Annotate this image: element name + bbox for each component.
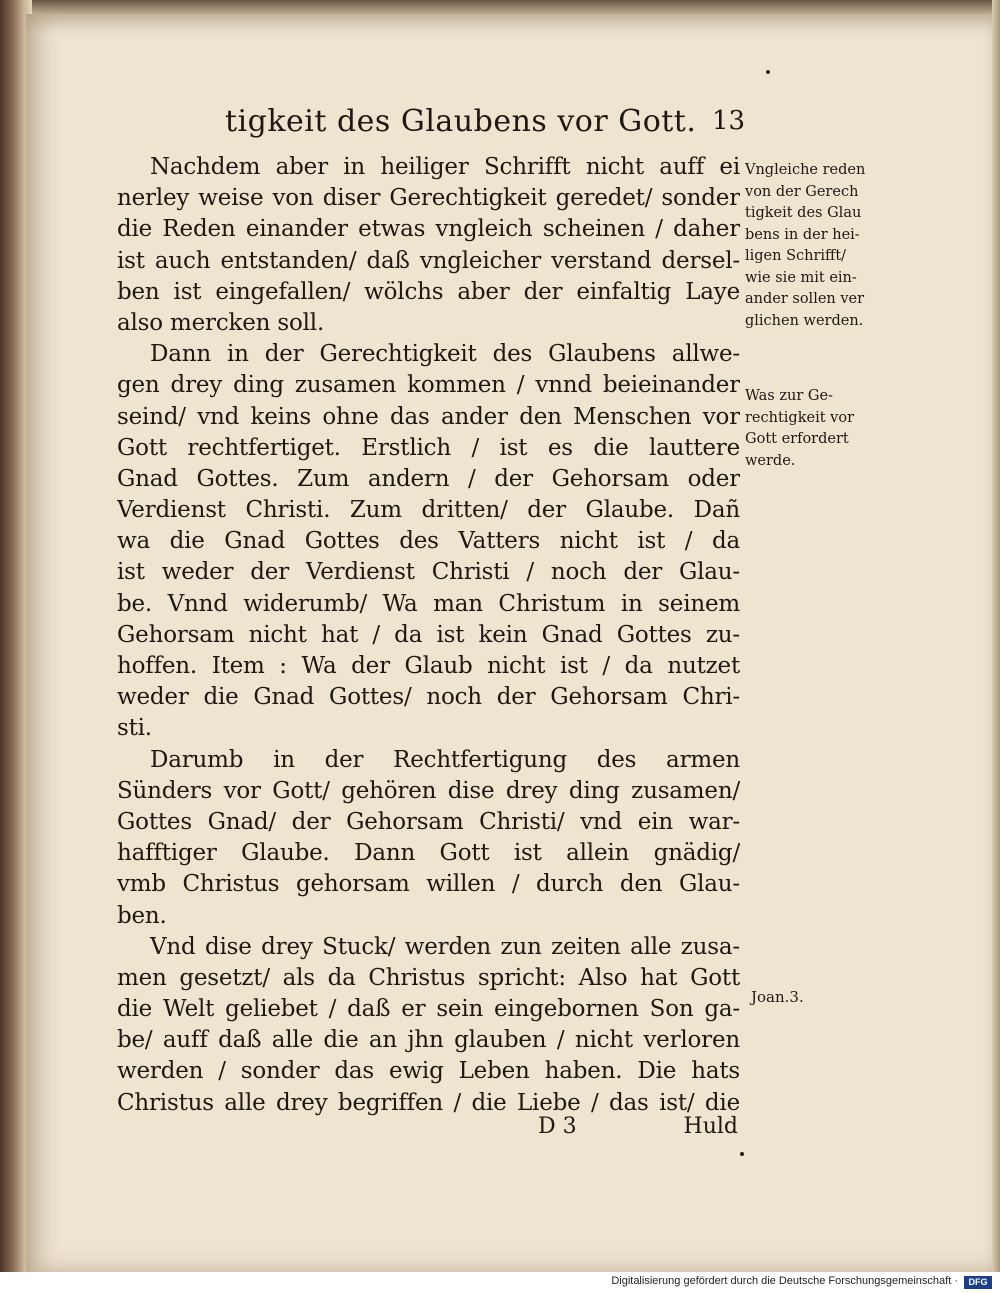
text-line: ist auch entstanden/ daß vngleicher verstand dersel- bbox=[117, 247, 740, 274]
text-line: nerley weise von diser Gerechtigkeit geredet/ sonder bbox=[117, 185, 740, 212]
text-line: gen drey ding zusamen kommen / vnnd beieinander bbox=[117, 372, 740, 399]
page-right-edge bbox=[992, 0, 1000, 1272]
text-line: sti. bbox=[117, 715, 152, 742]
text-line: Gnad Gottes. Zum andern / der Gehorsam oder bbox=[117, 465, 740, 492]
margin-note-line: Was zur Ge- bbox=[745, 388, 833, 404]
text-line: wa die Gnad Gottes des Vatters nicht ist / da bbox=[117, 528, 740, 555]
margin-note-line: bens in der hei- bbox=[745, 226, 860, 243]
text-line: Gott rechtfertiget. Erstlich / ist es die lauttere bbox=[117, 434, 740, 461]
running-head: tigkeit des Glaubens vor Gott. bbox=[225, 104, 697, 139]
ink-speck bbox=[766, 70, 770, 74]
text-line: Sünders vor Gott/ gehören dise drey ding zusamen/ bbox=[117, 777, 740, 804]
text-line: hafftiger Glaube. Dann Gott ist allein gnädig/ bbox=[117, 840, 740, 867]
text-line: Vnd dise drey Stuck/ werden zun zeiten alle zusa- bbox=[150, 933, 740, 960]
ink-speck bbox=[740, 1152, 744, 1156]
text-line: ben. bbox=[117, 902, 167, 929]
dfg-logo: DFG bbox=[964, 1276, 992, 1289]
margin-note-unequal-speech bbox=[745, 160, 910, 332]
text-line: Gehorsam nicht hat / da ist kein Gnad Gottes zu- bbox=[117, 621, 740, 648]
text-line: Dann in der Gerechtigkeit des Glaubens allwe- bbox=[150, 341, 740, 368]
margin-note-bible-reference: Joan.3. bbox=[751, 988, 804, 1006]
text-line: vmb Christus gehorsam willen / durch den Glau- bbox=[117, 871, 740, 898]
text-line: Darumb in der Rechtfertigung des armen bbox=[150, 746, 740, 773]
margin-note-line: wie sie mit ein- bbox=[745, 269, 857, 286]
text-line: be/ auff daß alle die an jhn glauben / nicht verloren bbox=[117, 1027, 740, 1054]
margin-note-line: Vngleiche reden bbox=[745, 162, 866, 178]
margin-note-line: ligen Schrifft/ bbox=[745, 248, 847, 264]
margin-note-line: werde. bbox=[745, 452, 796, 469]
text-line: seind/ vnd keins ohne das ander den Menschen vor bbox=[117, 403, 740, 430]
text-line: be. Vnnd widerumb/ Wa man Christum in seinem bbox=[117, 590, 740, 617]
text-line: Verdienst Christi. Zum dritten/ der Glaube. Dañ bbox=[117, 497, 740, 524]
text-line: hoffen. Item : Wa der Glaub nicht ist / da nutzet bbox=[117, 653, 740, 679]
page-number: 13 bbox=[712, 106, 746, 136]
text-line: also mercken soll. bbox=[117, 309, 325, 336]
text-line: Gottes Gnad/ der Gehorsam Christi/ vnd ein war- bbox=[117, 808, 740, 835]
text-line: Nachdem aber in heiliger Schrifft nicht auff ei bbox=[150, 154, 740, 180]
margin-note-line: glichen werden. bbox=[745, 312, 864, 329]
margin-note-line: rechtigkeit vor bbox=[745, 409, 855, 426]
text-line: werden / sonder das ewig Leben haben. Die hats bbox=[117, 1058, 740, 1085]
signature-mark: D 3 bbox=[538, 1114, 577, 1139]
digitization-footer bbox=[0, 1272, 1000, 1293]
margin-note-requirements bbox=[745, 386, 910, 472]
margin-note-line: Gott erfordert bbox=[745, 431, 849, 447]
text-line: ben ist eingefallen/ wölchs aber der einfaltig Laye bbox=[117, 278, 740, 305]
footer-credit: Digitalisierung gefördert durch die Deutsche Forschungsgemeinschaft · bbox=[611, 1275, 958, 1287]
text-line: men gesetzt/ als da Christus spricht: Also hat Gott bbox=[117, 964, 740, 991]
main-text-block bbox=[117, 152, 740, 1119]
text-line: weder die Gnad Gottes/ noch der Gehorsam Chri- bbox=[117, 684, 740, 711]
text-line: die Reden einander etwas vngleich scheinen / daher bbox=[117, 216, 740, 243]
text-line: die Welt geliebet / daß er sein eingebornen Son ga- bbox=[117, 996, 740, 1023]
text-line: ist weder der Verdienst Christi / noch der Glau- bbox=[117, 559, 740, 586]
catchword: Huld bbox=[683, 1114, 738, 1139]
margin-note-line: ander sollen ver bbox=[745, 291, 865, 307]
text-line: Christus alle drey begriffen / die Liebe / das ist/ die bbox=[117, 1089, 740, 1116]
margin-note-line: tigkeit des Glau bbox=[745, 205, 862, 221]
margin-note-line: von der Gerech bbox=[745, 183, 859, 200]
